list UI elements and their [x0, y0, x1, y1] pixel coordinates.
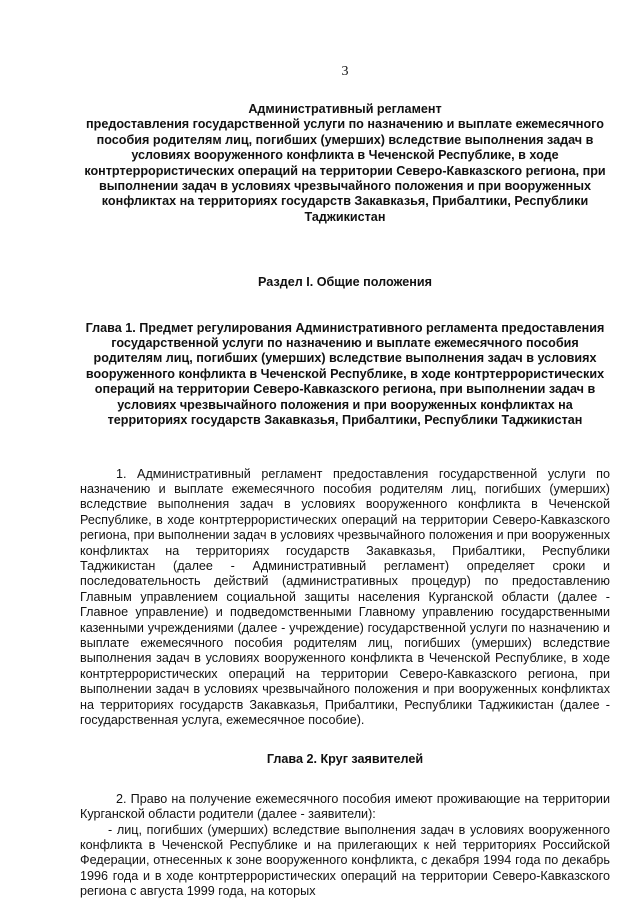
chapter1-title: Глава 1. Предмет регулирования Административного регламента предоставления государственной услуги по назначению и выплате ежемесячного пособия родителям лиц, погибших (умерших) вследствие выполнения задач в условиях вооруженного конфликта в Чеченской Республике, в ходе контртеррористических операций на территории Северо-Кавказского региона, при выполнении задач в условиях чрезвычайного положения и при вооруженных конфликтах на территориях государств Закавказья, Прибалтики, Республики Таджикистан: [85, 320, 605, 428]
paragraph-3: - лиц, погибших (умерших) вследствие выполнения задач в условиях вооруженного конфликта в Чеченской Республике и на прилегающих к ней территориях Российской Федерации, отнесенных к зоне вооруженного конфликта, с декабря 1994 года по декабрь 1996 года и в ходе контртеррористических операций на территории Северо-Кавказского региона с августа 1999 года, на которых: [80, 822, 610, 899]
page-number: 3: [341, 64, 349, 79]
paragraph-2: 2. Право на получение ежемесячного пособия имеют проживающие на территории Курганской области родители (далее - заявители):: [80, 791, 610, 822]
paragraph-1: 1. Административный регламент предоставления государственной услуги по назначению и выплате ежемесячного пособия родителям лиц, погибших (умерших) вследствие выполнения задач в условиях вооруженного конфликта в Чеченской Республике, в ходе контртеррористических операций на территории Северо-Кавказского региона, при выполнении задач в условиях чрезвычайного положения и при вооруженных конфликтах на территориях государств Закавказья, Прибалтики, Республики Таджикистан (далее - Административный регламент) определяет сроки и последовательность действий (административных процедур) по предоставлению Главным управлением социальной защиты населения Курганской области (далее - Главное управление) и подведомственными Главному управлению государственными казенными учреждениями (далее - учреждение) государственной услуги по назначению и выплате ежемесячного пособия родителям лиц, погибших (умерших) вследствие выполнения задач в условиях вооруженного конфликта в Чеченской Республике, в ходе контртеррористических операций на территории Северо-Кавказского региона, при выполнении задач в условиях чрезвычайного положения и при вооруженных конфликтах на территориях государств Закавказья, Прибалтики, Республики Таджикистан (далее - государственная услуга, ежемесячное пособие).: [80, 466, 610, 727]
section-title: Раздел I. Общие положения: [258, 275, 432, 290]
regulation-title: Административный регламент: [248, 102, 442, 116]
chapter2-title: Глава 2. Круг заявителей: [266, 752, 424, 767]
regulation-subtitle: предоставления государственной услуги по назначению и выплате ежемесячного пособия родителям лиц, погибших (умерших) вследствие выполнения задач в условиях вооруженного конфликта в Чеченской Республике, в ходе контртеррористических операций на территории Северо-Кавказского региона, при выполнении задач в условиях чрезвычайного положения и при вооруженных конфликтах на территориях государств Закавказья, Прибалтики, Республики Таджикистан: [84, 117, 606, 224]
